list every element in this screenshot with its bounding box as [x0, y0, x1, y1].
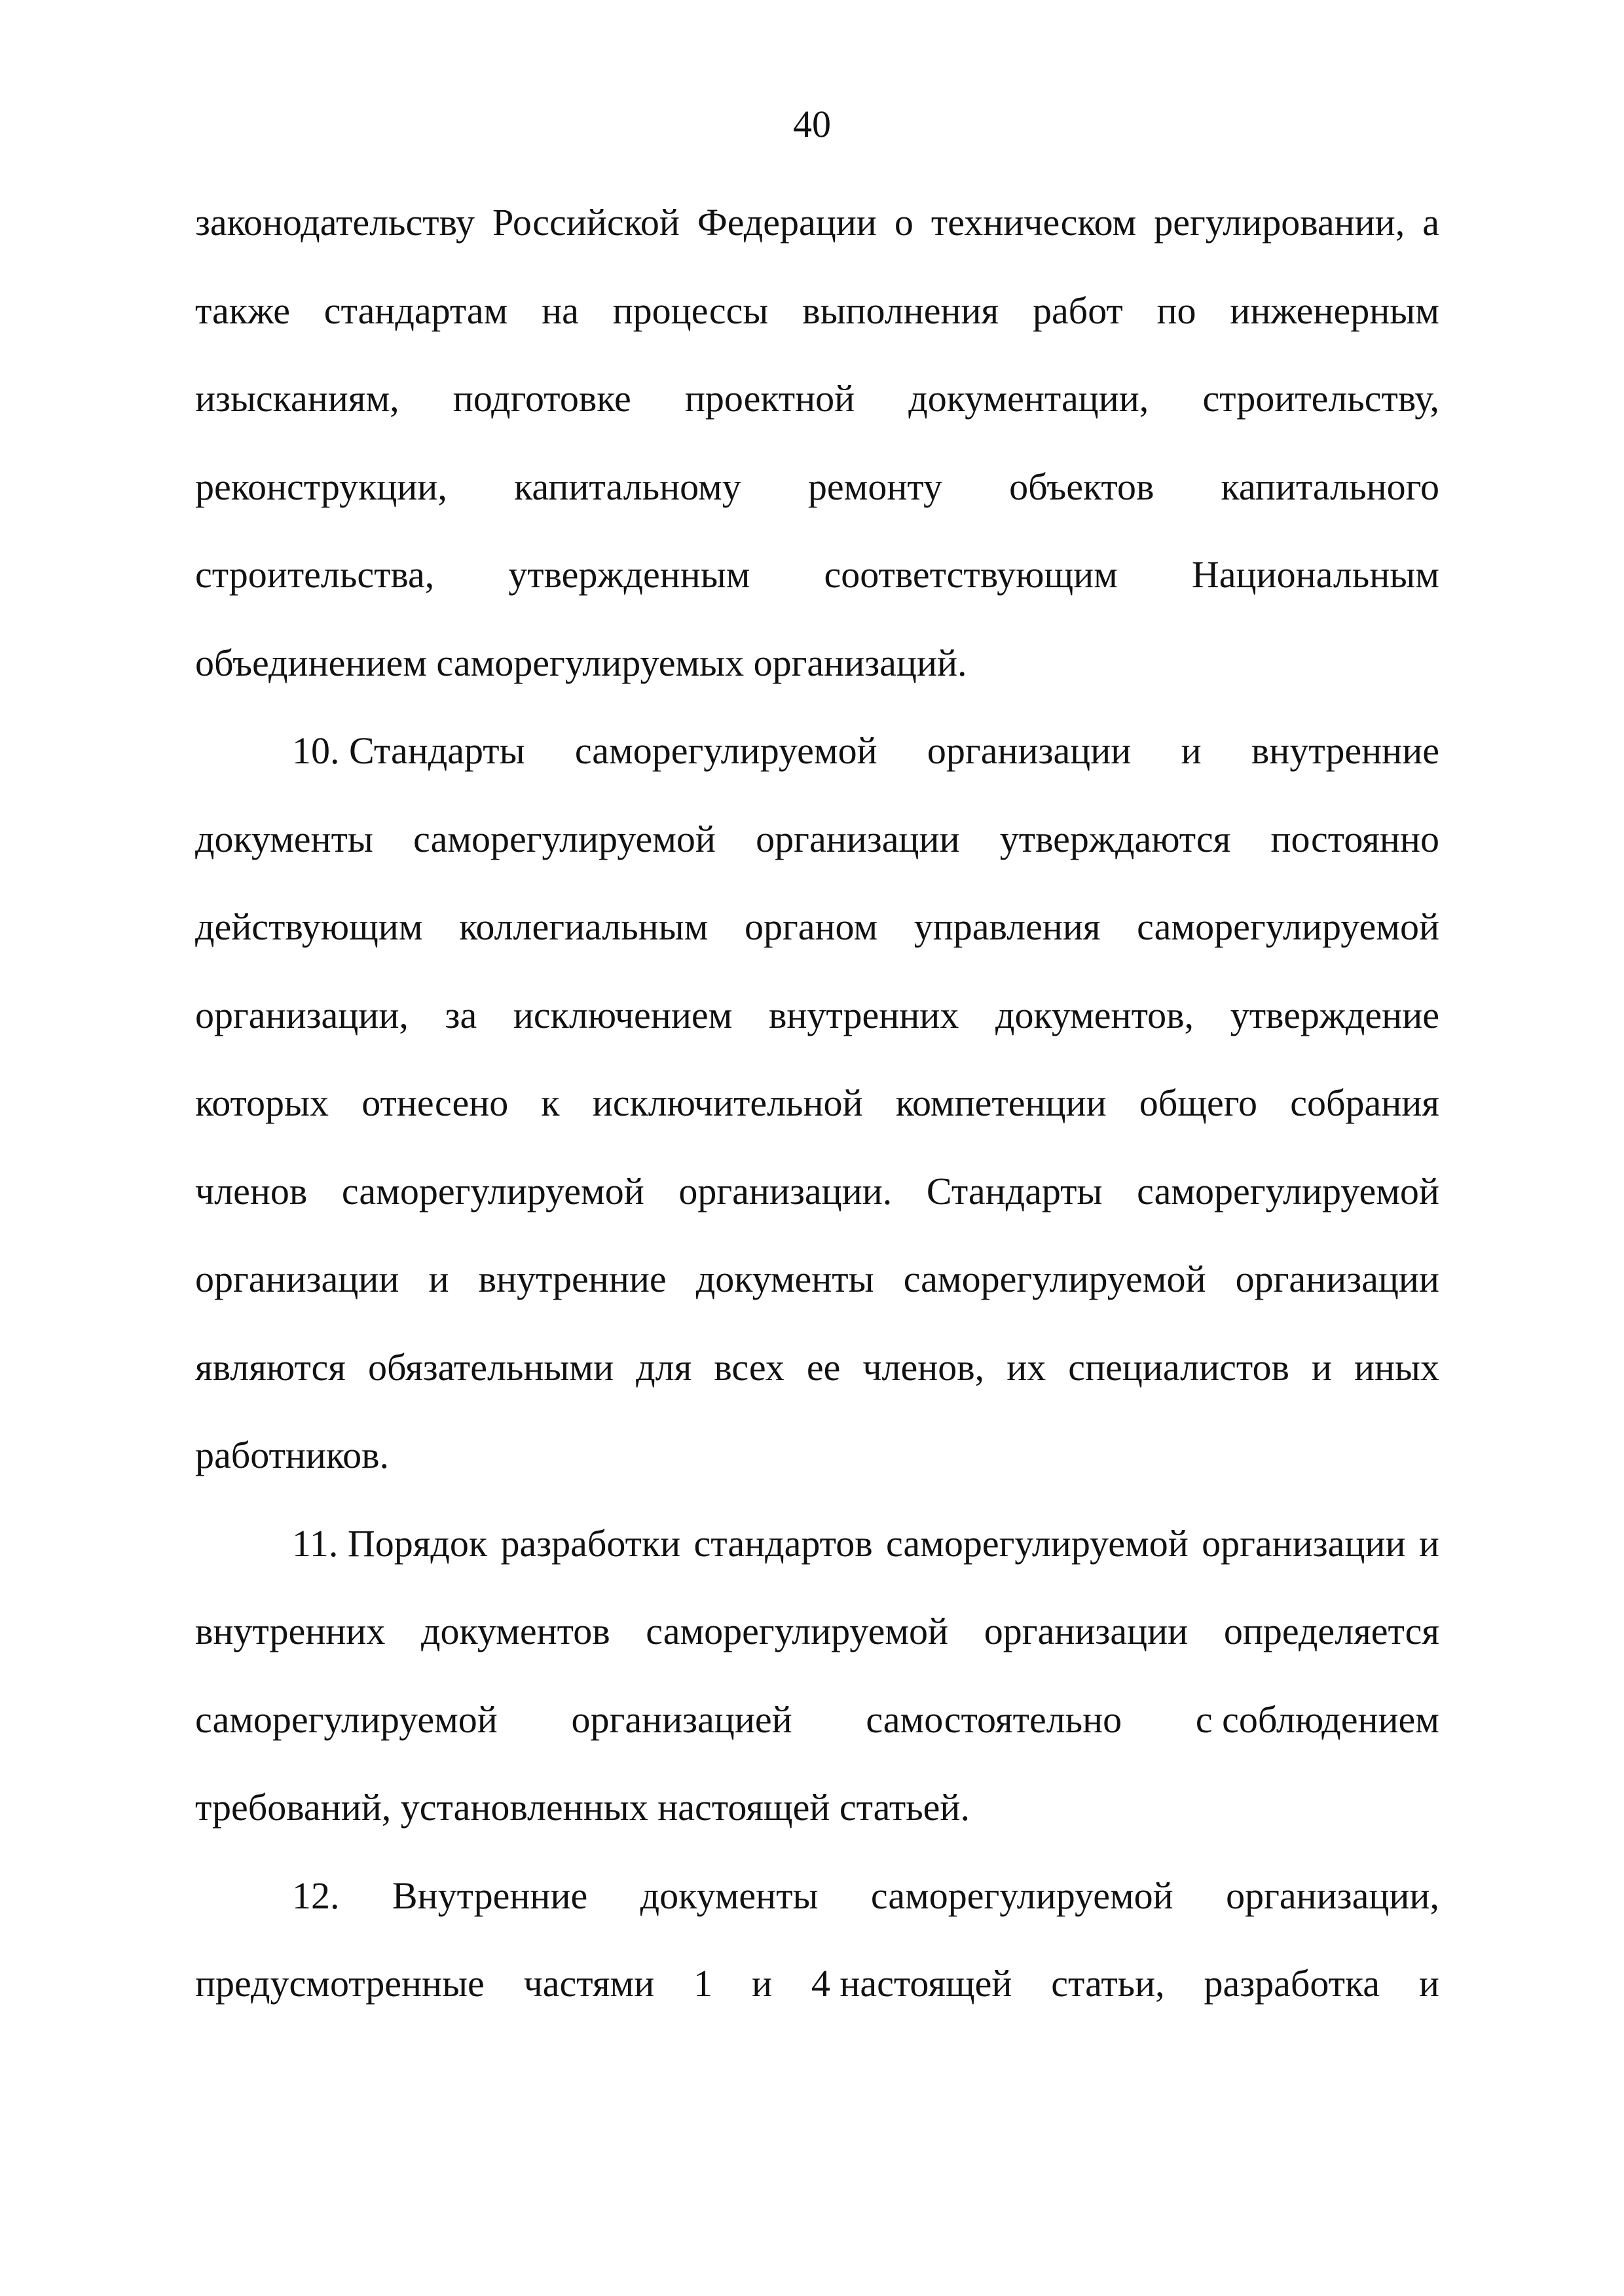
text-line	[195, 637, 1439, 725]
text-word: утверждение	[1230, 993, 1439, 1036]
text-word: стандартов	[693, 1522, 873, 1565]
text-line	[195, 1694, 1439, 1782]
text-word: органом	[744, 905, 878, 948]
text-word: Стандарты	[926, 1169, 1103, 1212]
text-word: Федерации	[697, 201, 877, 244]
text-word: статьи,	[1051, 1962, 1165, 2005]
text-word: и	[751, 1962, 772, 2005]
text-word: и	[1181, 729, 1202, 772]
text-word: Национальным	[1191, 553, 1439, 596]
text-word: документы	[640, 1874, 819, 1917]
text-line	[195, 989, 1439, 1078]
text-word: саморегулируемой	[341, 1169, 644, 1212]
text-word: техническом	[931, 201, 1137, 244]
text-word: предусмотренные	[195, 1962, 485, 2005]
text-word: организации	[195, 1258, 399, 1300]
text-line	[195, 725, 1439, 813]
text-line	[195, 196, 1439, 285]
text-word: ремонту	[807, 465, 942, 508]
text-word: по	[1156, 289, 1196, 332]
text-word: Российской	[492, 201, 680, 244]
text-word: всех	[714, 1345, 784, 1389]
text-word: частями	[523, 1962, 655, 2005]
text-line	[195, 1781, 1439, 1870]
document-body	[195, 196, 1439, 2046]
text-word: организации	[927, 729, 1132, 772]
text-word: изысканиям,	[195, 377, 399, 420]
text-word: документации,	[908, 377, 1149, 420]
text-word: общего	[1139, 1082, 1258, 1124]
text-word: соответствующим	[824, 553, 1118, 596]
text-word: и	[1311, 1345, 1332, 1389]
text-line	[195, 813, 1439, 902]
text-word: управления	[913, 905, 1101, 948]
text-word: стандартам	[323, 289, 508, 332]
text-word: а	[1422, 201, 1439, 244]
text-word: организацией	[571, 1698, 792, 1741]
text-word: выполнения	[802, 289, 999, 332]
text-word: внутренние	[1251, 729, 1439, 772]
text-word: 4 настоящей	[811, 1962, 1012, 2005]
text-word: документов	[421, 1610, 610, 1652]
text-word: постоянно	[1270, 817, 1439, 860]
text-word: документы	[695, 1258, 874, 1300]
text-word: реконструкции,	[195, 465, 447, 508]
text-word: также	[195, 289, 291, 332]
text-word: капитальному	[514, 465, 741, 508]
text-word: строительству,	[1202, 377, 1439, 420]
text-word: утверждаются	[999, 817, 1231, 860]
text-word: объектов	[1009, 465, 1154, 508]
text-word: объединением саморегулируемых организаций.	[195, 641, 967, 684]
text-line	[195, 1341, 1439, 1430]
text-word: разработки	[500, 1522, 681, 1565]
text-word: собрания	[1290, 1082, 1439, 1124]
text-word: внутренних	[195, 1610, 386, 1652]
text-line	[195, 1870, 1439, 1958]
text-word: отнесено	[361, 1082, 509, 1124]
text-word: разработка	[1204, 1962, 1380, 2005]
text-word: процессы	[612, 289, 769, 332]
text-line	[195, 285, 1439, 373]
text-word: организации	[1202, 1522, 1406, 1565]
text-word: внутренние	[478, 1258, 667, 1300]
text-word: на	[542, 289, 579, 332]
text-line	[195, 1165, 1439, 1254]
text-word: инженерным	[1230, 289, 1439, 332]
text-word: саморегулируемой	[574, 729, 877, 772]
text-word: саморегулируемой	[646, 1610, 949, 1652]
text-word: членов,	[862, 1345, 985, 1389]
text-line	[195, 461, 1439, 549]
text-word: работников.	[195, 1434, 390, 1476]
text-word: 10. Стандарты	[292, 729, 525, 772]
text-word: регулировании,	[1154, 201, 1405, 244]
text-word: организации,	[195, 993, 409, 1036]
text-word: организации.	[678, 1169, 893, 1212]
text-word: о	[894, 201, 913, 244]
text-word: Внутренние	[392, 1874, 588, 1917]
text-word: саморегулируемой	[1137, 905, 1439, 948]
text-word: документы	[195, 817, 373, 860]
text-word: строительства,	[195, 553, 435, 596]
text-word: законодательству	[195, 201, 475, 244]
text-word: требований, установленных настоящей статьей.	[195, 1786, 970, 1829]
text-line	[195, 1958, 1439, 2046]
text-word: обязательными	[368, 1345, 614, 1389]
text-word: работ	[1032, 289, 1123, 332]
text-word: членов	[195, 1169, 308, 1212]
text-line	[195, 1253, 1439, 1341]
text-word: проектной	[684, 377, 855, 420]
text-word: саморегулируемой	[195, 1698, 498, 1741]
text-word: ее	[806, 1345, 841, 1389]
text-word: документов,	[995, 993, 1194, 1036]
text-word: специалистов	[1068, 1345, 1289, 1389]
text-line	[195, 1605, 1439, 1694]
text-word: саморегулируемой	[1137, 1169, 1439, 1212]
text-word: которых	[195, 1082, 329, 1124]
text-word: за	[445, 993, 477, 1036]
text-word: исключительной	[592, 1082, 863, 1124]
text-word: организации	[984, 1610, 1189, 1652]
text-word: организации	[1235, 1258, 1439, 1300]
text-line	[195, 373, 1439, 461]
text-word: к	[541, 1082, 560, 1124]
text-word: 12.	[292, 1874, 340, 1917]
text-word: их	[1006, 1345, 1046, 1389]
text-word: являются	[195, 1345, 346, 1389]
text-word: саморегулируемой	[870, 1874, 1173, 1917]
text-word: иных	[1354, 1345, 1439, 1389]
text-word: организации,	[1226, 1874, 1439, 1917]
page-number: 40	[793, 103, 831, 145]
text-word: определяется	[1223, 1610, 1439, 1652]
text-line	[195, 1077, 1439, 1165]
text-word: подготовке	[452, 377, 631, 420]
text-word: исключением	[513, 993, 733, 1036]
text-word: организации	[756, 817, 960, 860]
text-word: и	[1418, 1962, 1439, 2005]
text-word: утвержденным	[508, 553, 750, 596]
text-word: саморегулируемой	[903, 1258, 1206, 1300]
text-word: с соблюдением	[1195, 1698, 1439, 1741]
text-word: и	[1418, 1522, 1439, 1565]
text-word: самостоятельно	[866, 1698, 1122, 1741]
text-word: 11. Порядок	[292, 1522, 488, 1565]
text-word: и	[428, 1258, 449, 1300]
text-word: коллегиальным	[459, 905, 709, 948]
text-word: саморегулируемой	[413, 817, 716, 860]
text-word: действующим	[195, 905, 423, 948]
text-word: внутренних	[768, 993, 959, 1036]
text-word: 1	[693, 1962, 713, 2005]
text-word: компетенции	[895, 1082, 1107, 1124]
text-line	[195, 1518, 1439, 1606]
text-word: капитального	[1221, 465, 1439, 508]
text-line	[195, 901, 1439, 989]
text-line	[195, 1429, 1439, 1518]
text-word: для	[636, 1345, 692, 1389]
text-word: саморегулируемой	[885, 1522, 1189, 1565]
text-line	[195, 549, 1439, 637]
